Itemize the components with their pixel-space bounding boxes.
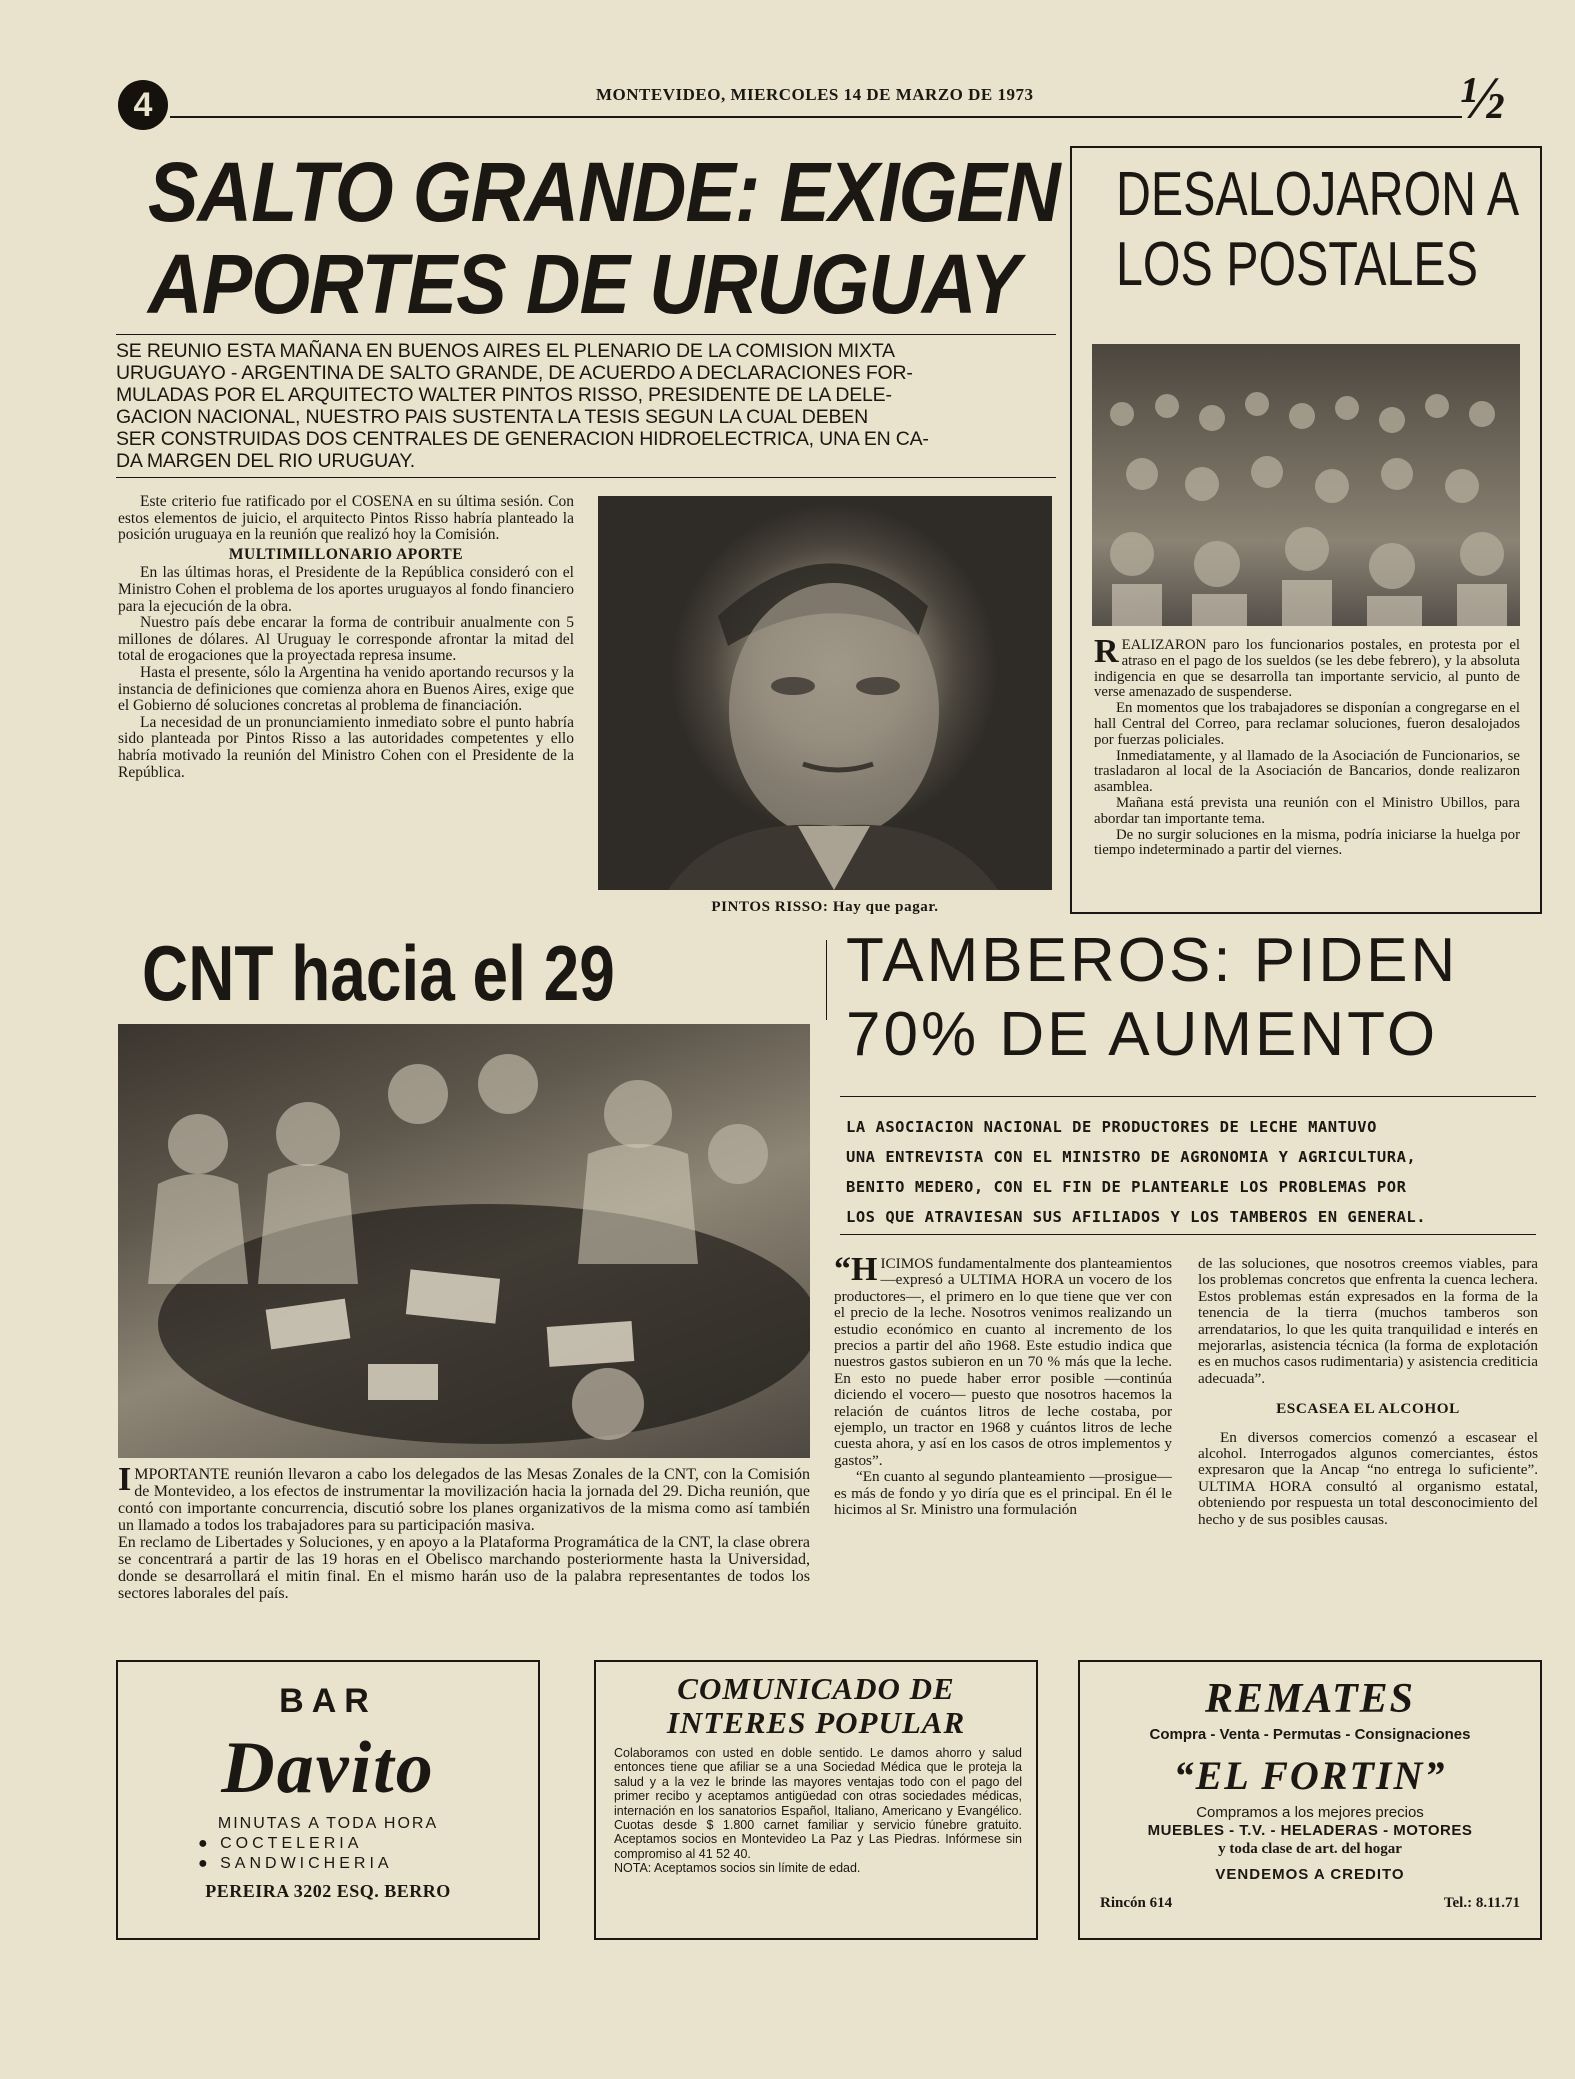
salto-subhead: MULTIMILLONARIO APORTE — [228, 545, 464, 563]
tamberos-headline-line1: TAMBEROS: PIDEN — [846, 926, 1459, 995]
portrait-illustration — [598, 496, 1052, 890]
tamberos-rule-top — [840, 1096, 1536, 1097]
salto-lead-line: SER CONSTRUIDAS DOS CENTRALES DE GENERACION HIDROELECTRICA, UNA EN CA- — [116, 428, 929, 450]
remates-footer — [1100, 1894, 1520, 1912]
bar-line2-text: COCTELERIA — [220, 1835, 363, 1852]
tamberos-subhead: ESCASEA EL ALCOHOL — [1276, 1400, 1460, 1418]
tamberos-lead-line: LOS QUE ATRAVIESAN SUS AFILIADOS Y LOS TAMBEROS EN GENERAL. — [846, 1208, 1427, 1226]
crowd-illustration — [1092, 344, 1520, 626]
comunicado-title — [596, 1672, 1036, 1740]
tamberos-paragraph: En diversos comercios comenzó a escasear el alcohol. Interrogados algunos comerciantes, éstos expresaron que la Ancap “no entrega lo suficiente”. ULTIMA HORA consultó al organismo estatal, obteniendo por respuesta un total desconocimiento del hecho y de sus posibles causas. — [1198, 1428, 1538, 1528]
postales-paragraph: En momentos que los trabajadores se disponían a congregarse en el hall Central del Correo, para reclamar soluciones, fueron desalojados por fuerzas policiales. — [1094, 700, 1520, 748]
salto-paragraph: Este criterio fue ratificado por el COSENA en su última sesión. Con estos elementos de juicio, el arquitecto Pintos Risso habría planteado la posición uruguaya en la reunión que realizó hoy la Comisión. — [118, 493, 574, 544]
comunicado-note: NOTA: Aceptamos socios sin límite de edad. — [614, 1861, 861, 1876]
salto-headline-line1: SALTO GRANDE: EXIGEN — [148, 145, 1060, 239]
tamberos-col1 — [834, 1251, 1172, 1519]
remates-line4: VENDEMOS A CREDITO — [1215, 1866, 1405, 1883]
bullet-icon: ● — [198, 1855, 212, 1872]
salto-paragraph: La necesidad de un pronunciamiento inmediato sobre el punto habría sido planteada por Pintos Risso a las autoridades competentes y ello habría motivado la reunión del Ministro Cohen con el Presidente de la República. — [118, 713, 574, 781]
tamberos-col2 — [1198, 1256, 1538, 1528]
salto-body — [118, 494, 574, 781]
newspaper-logo: ½ — [1460, 65, 1505, 131]
postales-paragraph: Mañana está prevista una reunión con el Ministro Ubillos, para abordar tan importante tema. — [1094, 794, 1520, 827]
tamberos-headline — [846, 924, 1546, 1072]
pintos-risso-caption: PINTOS RISSO: Hay que pagar. — [711, 899, 939, 915]
postales-paragraph: REALIZARON paro los funcionarios postales, en protesta por el atraso en el pago de los sueldos (se les debe febrero), y la absoluta indigencia en que se desarrolla tan importante servicio, al punto de verse amenazado de suspenderse. — [1094, 633, 1520, 701]
tamberos-lead-line: LA ASOCIACION NACIONAL DE PRODUCTORES DE LECHE MANTUVO — [846, 1118, 1377, 1136]
page-number: 4 — [133, 86, 153, 124]
header-rule — [170, 116, 1462, 118]
ad-remates — [1078, 1660, 1542, 1940]
tamberos-paragraph: “HICIMOS fundamentalmente dos planteamientos —expresó a ULTIMA HORA un vocero de los productores—, el primero en lo que tiene que ver con el precio de la leche. Nosotros venimos realizando un estudio económico en cuanto al incremento de los precios a partir del año 1968. Este estudio indica que nuestros gastos subieron en un 70 % más que la leche. En esto no puede haber error posible —continúa diciendo el vocero— puesto que nosotros hacemos la relación de cuántos litros de leche costaba, por ejemplo, un tractor en 1968 y cuántos litros de leche cuesta ahora, y así en los casos de otros implementos y gastos”. — [834, 1251, 1172, 1469]
bullet-icon: ● — [198, 1835, 212, 1852]
cnt-paragraph: IMPORTANTE reunión llevaron a cabo los delegados de las Mesas Zonales de la CNT, con la Comisión de Montevideo, a los efectos de instrumentar la movilización hacia la jornada del 29. Dicha reunión, que contó con importante concurrencia, discutió sobre los planes organizativos de la misma como así también un llamado a todos los trabajadores para su participación masiva. — [118, 1461, 810, 1534]
remates-line3: y toda clase de art. del hogar — [1218, 1841, 1402, 1857]
page-number-badge — [118, 80, 168, 130]
tamberos-lead-line: BENITO MEDERO, CON EL FIN DE PLANTEARLE LOS PROBLEMAS POR — [846, 1178, 1407, 1196]
cnt-headline: CNT hacia el 29 — [142, 929, 615, 1017]
comunicado-body: Colaboramos con usted en doble sentido. Le damos ahorro y salud entonces tiene que afiliar se a una Sociedad Médica que le proteja la salud y a la vez le brinde las mayores ventajas todo con el pago del primer recibo y aceptamos antigüedad con otras sociedades médicas, internación en los sanatorios Español, Italiano, Americano y Evangélico. Cuotas desde $ 1.800 carnet familiar y servicio fúnebre gratuito. Aceptamos socios en Montevideo La Paz y Las Piedras. Infórmese sin compromiso al 41 52 40. — [614, 1746, 1022, 1861]
remates-title: REMATES — [1204, 1676, 1416, 1722]
salto-lead-line: DA MARGEN DEL RIO URUGUAY. — [116, 450, 415, 472]
ad-bar-davito — [116, 1660, 540, 1940]
pintos-risso-photo — [598, 496, 1052, 890]
bar-label: BAR — [279, 1682, 377, 1720]
salto-lead-line: GACION NACIONAL, NUESTRO PAIS SUSTENTA LA TESIS SEGUN LA CUAL DEBEN — [116, 406, 868, 428]
salto-headline — [148, 145, 1060, 331]
ad-comunicado — [594, 1660, 1038, 1940]
remates-line2: MUEBLES - T.V. - HELADERAS - MOTORES — [1147, 1822, 1473, 1839]
remates-address: Rincón 614 — [1100, 1895, 1173, 1911]
tamberos-rule-bottom — [840, 1234, 1536, 1235]
salto-lead — [116, 340, 1056, 472]
remates-services: Compra - Venta - Permutas - Consignaciones — [1149, 1726, 1471, 1743]
salto-rule-bottom — [116, 477, 1056, 478]
postales-headline — [1116, 160, 1520, 300]
column-separator — [826, 940, 827, 1020]
comunicado-title-line1: COMUNICADO DE — [677, 1671, 955, 1706]
meeting-illustration — [118, 1024, 810, 1458]
salto-lead-line: URUGUAYO - ARGENTINA DE SALTO GRANDE, DE ACUERDO A DECLARACIONES FOR- — [116, 362, 913, 384]
tamberos-lead — [846, 1112, 1536, 1232]
remates-phone: Tel.: 8.11.71 — [1443, 1895, 1520, 1911]
salto-headline-line2: APORTES DE URUGUAY — [148, 237, 1020, 331]
cnt-body — [118, 1461, 810, 1602]
bar-address: PEREIRA 3202 ESQ. BERRO — [205, 1881, 451, 1901]
postales-headline-line1: DESALOJARON A — [1116, 160, 1520, 229]
salto-rule-top — [116, 334, 1056, 335]
tamberos-lead-line: UNA ENTREVISTA CON EL MINISTRO DE AGRONOMIA Y AGRICULTURA, — [846, 1148, 1417, 1166]
salto-lead-line: MULADAS POR EL ARQUITECTO WALTER PINTOS RISSO, PRESIDENTE DE LA DELE- — [116, 384, 892, 406]
postales-body — [1094, 633, 1520, 859]
salto-paragraph: Hasta el presente, sólo la Argentina ha venido aportando recursos y la instancia de definiciones que comienza ahora en Buenos Aires, exige que el Gobierno dé soluciones concretas al problema de financiación. — [118, 663, 574, 715]
postales-crowd-photo — [1092, 344, 1520, 626]
tamberos-paragraph: de las soluciones, que nosotros creemos viables, para los problemas concretos que enfrenta la cuenca lechera. Estos problemas están expresados en la forma de la tenencia de la tierra (muchos tamberos son arrendatarios, lo que les quita tranquilidad e interés en mejorarlas, asistencia técnica (la forma de explotación es en muchos casos rudimentaria) y asistencia crediticia adecuada”. — [1198, 1255, 1538, 1387]
salto-lead-line: SE REUNIO ESTA MAÑANA EN BUENOS AIRES EL PLENARIO DE LA COMISION MIXTA — [116, 340, 895, 362]
postales-paragraph: Inmediatamente, y al llamado de la Asociación de Funcionarios, se trasladaron al local de la Asociación de Bancarios, donde realizaron asamblea. — [1094, 747, 1520, 796]
bar-line3 — [198, 1854, 538, 1874]
remates-line1: Compramos a los mejores precios — [1196, 1804, 1424, 1821]
postales-paragraph: De no surgir soluciones en la misma, podría iniciarse la huelga por tiempo indeterminado a partir del viernes. — [1094, 826, 1520, 859]
dateline: MONTEVIDEO, MIERCOLES 14 DE MARZO DE 1973 — [596, 85, 1034, 104]
comunicado-title-line2: INTERES POPULAR — [666, 1705, 966, 1740]
cnt-meeting-photo — [118, 1024, 810, 1458]
remates-name: “EL FORTIN” — [1173, 1753, 1447, 1798]
bar-name: Davito — [221, 1727, 435, 1809]
salto-paragraph: Nuestro país debe encarar la forma de contribuir anualmente con 5 millones de dólares. Al Uruguay le corresponde afrontar la mitad del total de erogaciones que la proyectada represa insume. — [118, 614, 574, 665]
cnt-paragraph: En reclamo de Libertades y Soluciones, y en apoyo a la Plataforma Programática de la CNT, la clase obrera se concentrará a partir de las 19 horas en el Obelisco marchando posteriormente hasta la Universidad, donde se desarrollará el mitin final. En el mismo harán uso de la palabra representantes de todos los sectores laborales del país. — [118, 1534, 810, 1602]
bar-line1: MINUTAS A TODA HORA — [217, 1815, 439, 1832]
bar-line2 — [198, 1834, 538, 1854]
bar-line3-text: SANDWICHERIA — [220, 1855, 393, 1872]
salto-paragraph: En las últimas horas, el Presidente de la República consideró con el Ministro Cohen el problema de los aportes uruguayos al fondo financiero para la ejecución de la obra. — [118, 564, 574, 615]
tamberos-paragraph: “En cuanto al segundo planteamiento —prosigue— es más de fondo y yo diría que es el principal. En él le hicimos al Sr. Ministro una formulación — [834, 1468, 1172, 1519]
tamberos-headline-line2: 70% DE AUMENTO — [846, 1000, 1439, 1069]
postales-headline-line2: LOS POSTALES — [1116, 230, 1478, 299]
